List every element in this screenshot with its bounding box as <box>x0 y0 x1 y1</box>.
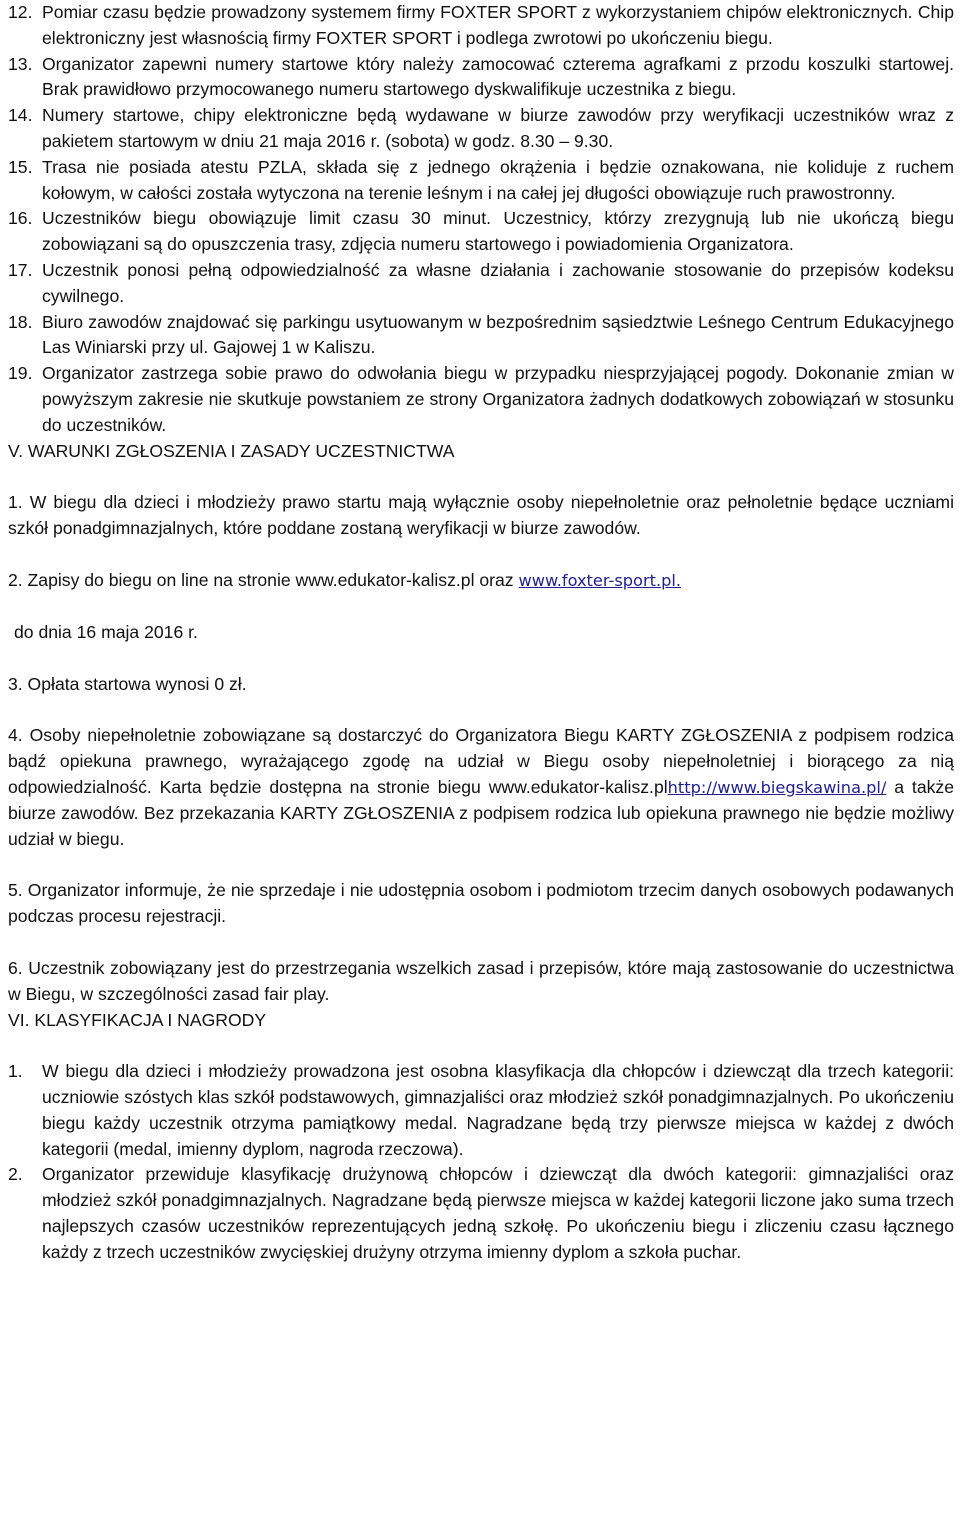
list-item <box>8 258 954 310</box>
rules-list-continued <box>8 0 954 439</box>
item-number: 13. <box>8 53 33 74</box>
classification-list <box>8 1059 954 1265</box>
paragraph-v2-text: 2. Zapisy do biegu on line na stronie www.edukator-kalisz.pl oraz <box>8 569 519 590</box>
item-number: 17. <box>8 259 33 280</box>
list-item <box>8 1059 954 1162</box>
list-item <box>8 52 954 104</box>
paragraph-v6: 6. Uczestnik zobowiązany jest do przestrzegania wszelkich zasad i przepisów, które mają zastosowanie do uczestnictwa w Biegu, w szczególności zasad fair play. <box>8 957 954 1004</box>
registration-deadline: do dnia 16 maja 2016 r. <box>14 621 198 642</box>
paragraph-v1: 1. W biegu dla dzieci i młodzieży prawo startu mają wyłącznie osoby niepełnoletnie oraz pełnoletnie będące uczniami szkół ponadgimnazjalnych, które poddane zostaną weryfikacji w biurze zawodów. <box>8 492 954 539</box>
item-text: Trasa nie posiada atestu PZLA, składa się z jednego okrążenia i będzie oznakowana, nie koliduje z ruchem kołowym, w całości została wytyczona na terenie leśnym i na całej jej długości obowiązuje ruch prawostronny. <box>42 156 954 203</box>
list-item <box>8 1162 954 1265</box>
item-text: Organizator zapewni numery startowe który należy zamocować czterema agrafkami z przodu koszulki startowej. Brak prawidłowo przymocowanego numeru startowego dyskwalifikuje uczestnika z biegu. <box>42 53 954 100</box>
list-item <box>8 361 954 438</box>
foxter-sport-link[interactable]: www.foxter-sport.pl. <box>518 570 682 590</box>
item-number: 16. <box>8 208 33 229</box>
item-text: Pomiar czasu będzie prowadzony systemem firmy FOXTER SPORT z wykorzystaniem chipów elektronicznych. Chip elektroniczny jest własnością firmy FOXTER SPORT i podlega zwrotowi po ukończeniu biegu. <box>42 2 954 48</box>
item-text: W biegu dla dzieci i młodzieży prowadzona jest osobna klasyfikacja dla chłopców i dziewcząt dla trzech kategorii: uczniowie szóstych klas szkół podstawowych, gimnazjaliści oraz młodzież szkół ponadgimnazjalnych. Po ukończeniu biegu każdy uczestnik otrzyma pamiątkowy medal. Nagradzane będą trzy pierwsze miejsca w każdej z dwóch kategorii (medal, imienny dyplom, nagroda rzeczowa). <box>42 1061 954 1159</box>
paragraph-v2 <box>8 568 954 594</box>
list-item <box>8 103 954 155</box>
item-text: Numery startowe, chipy elektroniczne będą wydawane w biurze zawodów przy weryfikacji uczestników wraz z pakietem startowym w dniu 21 maja 2016 r. (sobota) w godz. 8.30 – 9.30. <box>42 105 954 151</box>
paragraph-v4-text-a: 4. Osoby niepełnoletnie zobowiązane są dostarczyć do Organizatora Biegu KARTY ZGŁOSZENIA z podpisem rodzica bądź opiekuna prawnego, wyrażającego zgodę na udział w Biegu osoby niepełnoletniej i biorącego za nią odpowiedzialność. Karta będzie dostępna na stronie biegu www.edukator-kalisz.pl <box>8 725 954 797</box>
list-item <box>8 0 954 52</box>
paragraph-v3: 3. Opłata startowa wynosi 0 zł. <box>8 673 247 694</box>
item-number: 1. <box>8 1061 23 1082</box>
paragraph-v5: 5. Organizator informuje, że nie sprzedaje i nie udostępnia osobom i podmiotom trzecim danych osobowych podawanych podczas procesu rejestracji. <box>8 880 954 927</box>
biegskawina-link[interactable]: http://www.biegskawina.pl/ <box>667 777 887 797</box>
list-item <box>8 310 954 362</box>
item-number: 14. <box>8 105 33 126</box>
list-item <box>8 155 954 207</box>
list-item <box>8 206 954 258</box>
section-heading-vi: VI. KLASYFIKACJA I NAGRODY <box>8 1009 267 1030</box>
item-number: 18. <box>8 311 33 332</box>
section-heading-v: V. WARUNKI ZGŁOSZENIA I ZASADY UCZESTNICTWA <box>8 440 455 461</box>
item-number: 19. <box>8 363 33 384</box>
item-number: 12. <box>8 2 33 22</box>
paragraph-v4 <box>8 723 954 852</box>
item-text: Uczestnik ponosi pełną odpowiedzialność za własne działania i zachowanie stosowanie do przepisów kodeksu cywilnego. <box>42 259 954 306</box>
item-text: Uczestników biegu obowiązuje limit czasu 30 minut. Uczestnicy, którzy zrezygnują lub nie ukończą biegu zobowiązani są do opuszczenia trasy, zdjęcia numeru startowego i powiadomienia Organizatora. <box>42 208 954 255</box>
item-number: 2. <box>8 1164 23 1185</box>
item-text: Organizator zastrzega sobie prawo do odwołania biegu w przypadku niesprzyjającej pogody. Dokonanie zmian w powyższym zakresie nie skutkuje powstaniem ze strony Organizatora żadnych dodatkowych zobowiązań w stosunku do uczestników. <box>42 363 954 435</box>
item-text: Biuro zawodów znajdować się parkingu usytuowanym w bezpośrednim sąsiedztwie Leśnego Centrum Edukacyjnego Las Winiarski przy ul. Gajowej 1 w Kaliszu. <box>42 311 954 358</box>
paragraph-v4-text-b: a także biurze zawodów. Bez przekazania KARTY ZGŁOSZENIA z podpisem rodzica lub opiekuna prawnego nie będzie możliwy udział w biegu. <box>8 776 954 849</box>
item-number: 15. <box>8 156 33 177</box>
item-text: Organizator przewiduje klasyfikację drużynową chłopców i dziewcząt dla dwóch kategorii: gimnazjaliści oraz młodzież szkół ponadgimnazjalnych. Nagradzane będą pierwsze miejsca w każdej kategorii liczone jako suma trzech najlepszych czasów uczestników reprezentujących jedną szkołę. Po ukończeniu biegu i zliczeniu czasu łącznego każdy z trzech uczestników zwycięskiej drużyny otrzyma imienny dyplom a szkoła puchar. <box>42 1164 954 1262</box>
